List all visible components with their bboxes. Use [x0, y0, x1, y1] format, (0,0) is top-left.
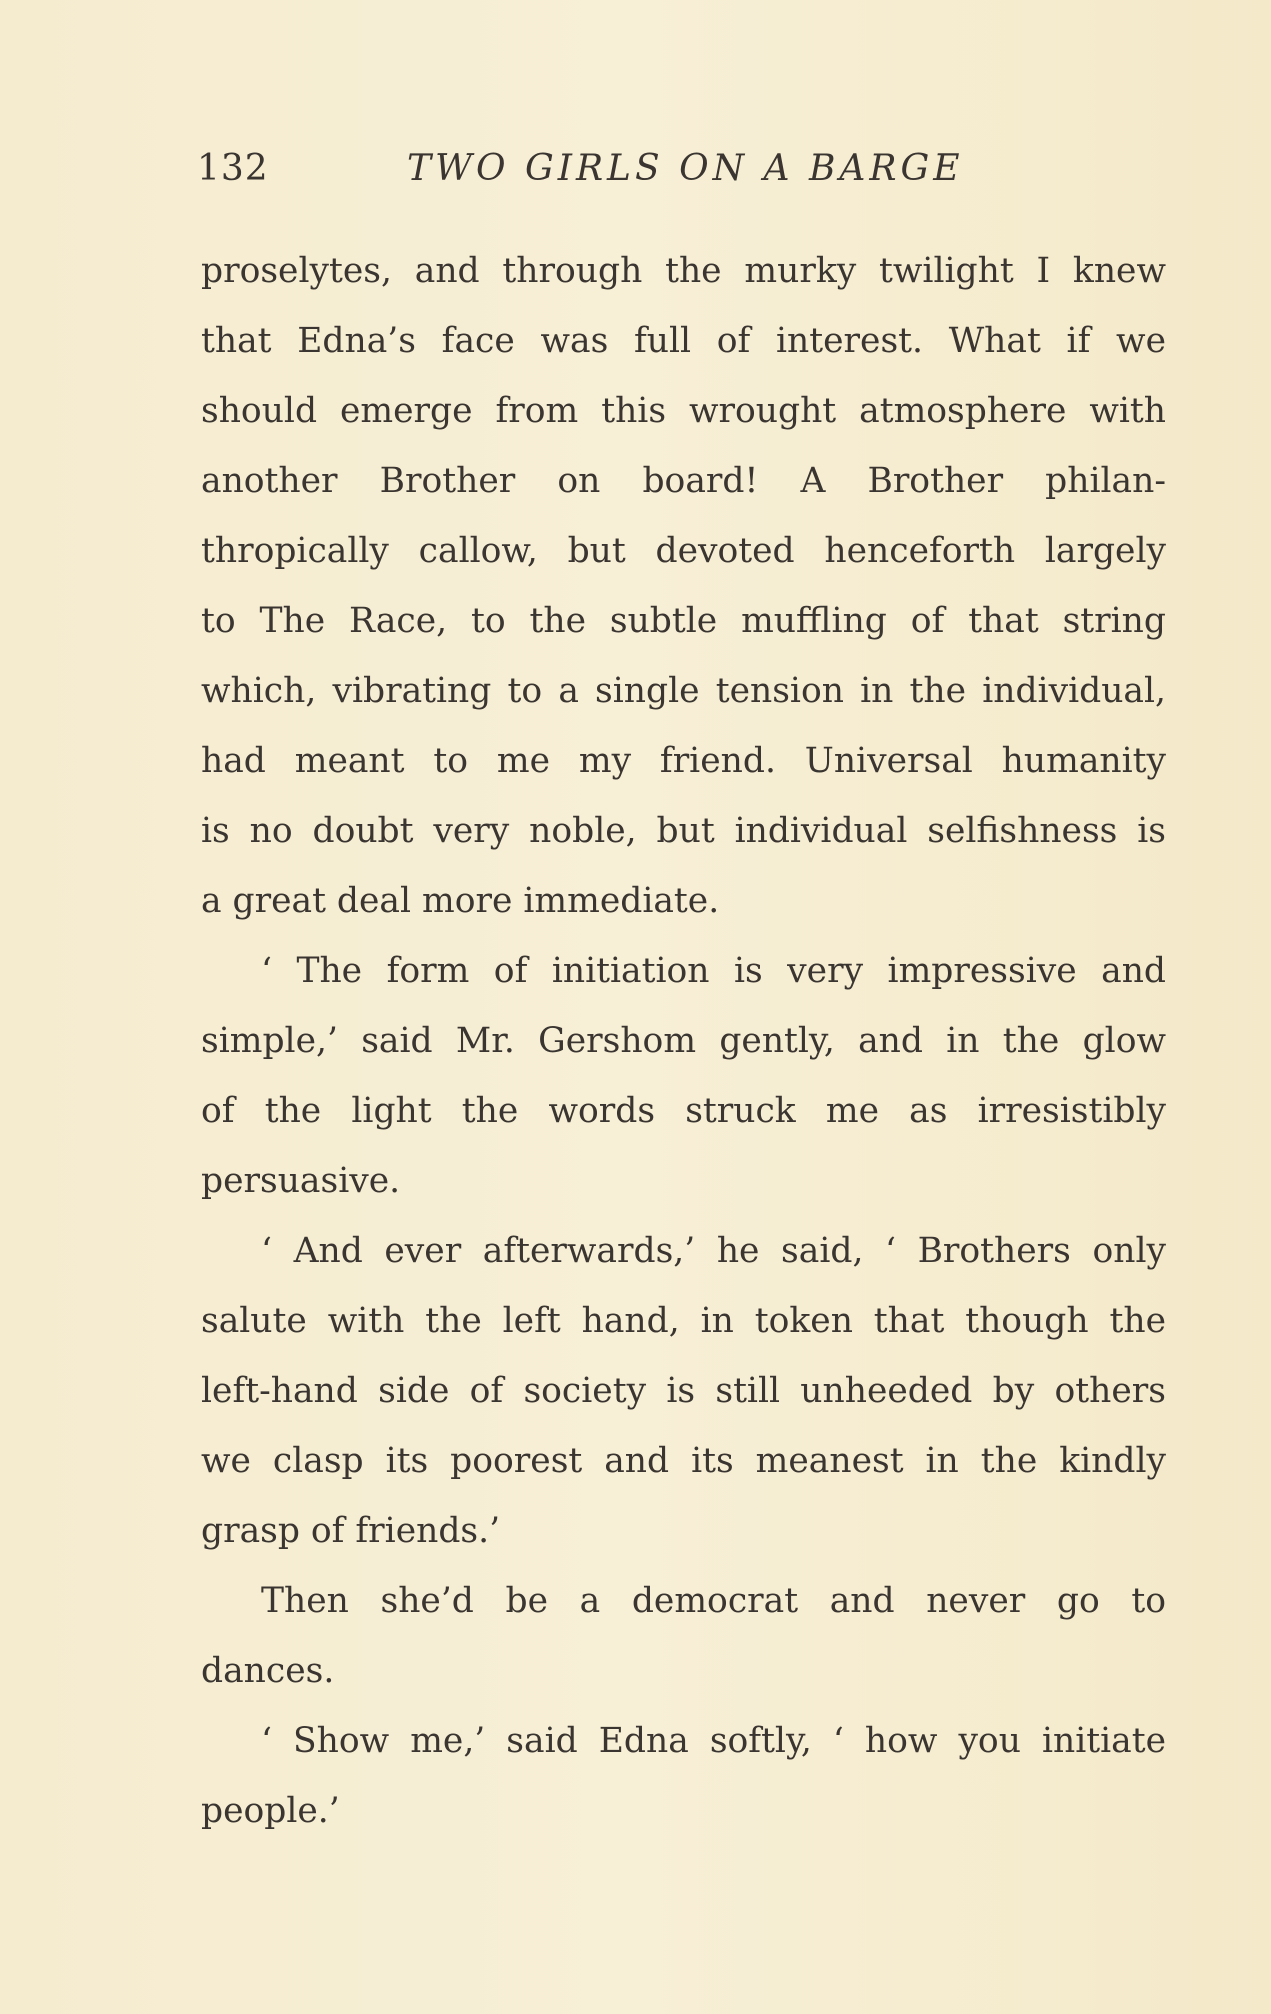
text-line: simple,’ said Mr. Gershom gently, and in the glow [201, 1021, 1166, 1061]
text-line: to The Race, to the subtle muffling of that string [201, 601, 1166, 641]
text-line: ‘ And ever afterwards,’ he said, ‘ Brothers only [261, 1231, 1166, 1271]
text-line: had meant to me my friend. Universal humanity [201, 741, 1166, 781]
text-line: is no doubt very noble, but individual selfishness is [201, 811, 1166, 851]
running-title: TWO GIRLS ON A BARGE [407, 148, 964, 189]
text-line: of the light the words struck me as irresistibly [201, 1091, 1166, 1131]
text-line: Then she’d be a democrat and never go to [261, 1581, 1166, 1621]
text-line: we clasp its poorest and its meanest in the kindly [201, 1441, 1166, 1481]
text-line: a great deal more immediate. [201, 881, 720, 921]
page-header [197, 148, 1157, 198]
text-line: thropically callow, but devoted henceforth largely [201, 531, 1166, 571]
text-line: should emerge from this wrought atmosphere with [201, 391, 1166, 431]
text-line: grasp of friends.’ [201, 1511, 501, 1551]
page-number: 132 [197, 148, 269, 189]
text-line: left-hand side of society is still unheeded by others [201, 1371, 1166, 1411]
text-line: persuasive. [201, 1161, 401, 1201]
text-line: ‘ The form of initiation is very impressive and [261, 951, 1166, 991]
text-line: another Brother on board! A Brother philan- [201, 461, 1166, 501]
text-line: that Edna’s face was full of interest. What if we [201, 321, 1166, 361]
text-line: people.’ [201, 1791, 340, 1831]
text-line: proselytes, and through the murky twilight I knew [201, 251, 1166, 291]
text-line: salute with the left hand, in token that though the [201, 1301, 1166, 1341]
text-line: dances. [201, 1651, 335, 1691]
text-line: ‘ Show me,’ said Edna softly, ‘ how you initiate [261, 1721, 1166, 1761]
text-line: which, vibrating to a single tension in the individual, [201, 671, 1166, 711]
